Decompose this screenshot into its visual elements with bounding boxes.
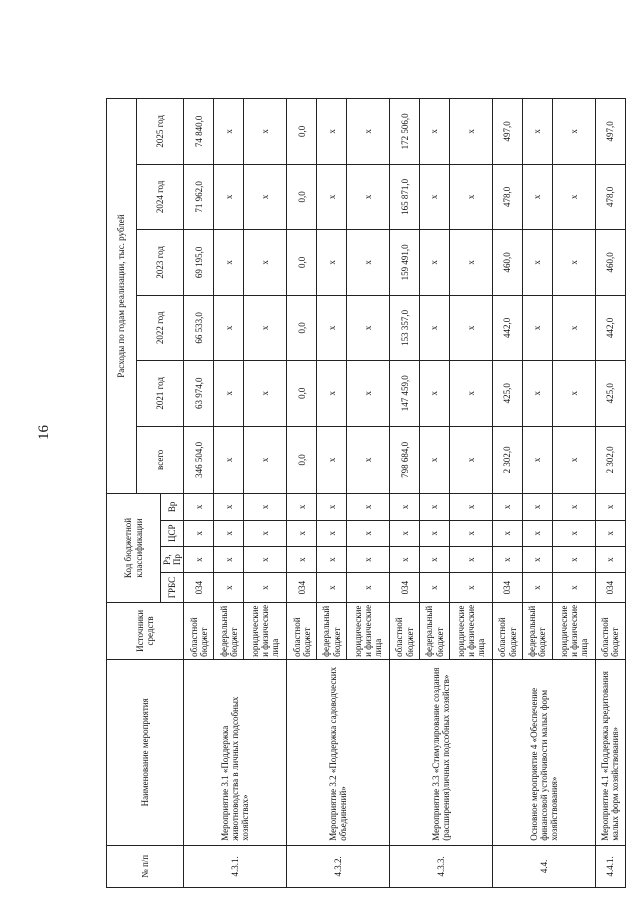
expense-cell: x bbox=[244, 361, 287, 426]
expense-cell: 2 302,0 bbox=[595, 426, 625, 494]
budget-code-cell: x bbox=[420, 573, 450, 603]
budget-code-cell: x bbox=[522, 494, 552, 520]
expense-cell: x bbox=[214, 361, 244, 426]
expense-cell: x bbox=[244, 295, 287, 360]
row-number: 4.3.1. bbox=[184, 845, 287, 887]
header-exp-2025: 2025 год bbox=[137, 99, 184, 165]
budget-code-cell: x bbox=[244, 546, 287, 572]
header-code-grbs: ГРБС bbox=[161, 573, 184, 603]
expense-cell: 460,0 bbox=[595, 230, 625, 295]
funding-source: юридические и физические лица bbox=[450, 602, 493, 659]
header-code-rzpr: Рз, Пр bbox=[161, 546, 184, 572]
header-exp-2021: 2021 год bbox=[137, 361, 184, 426]
budget-code-cell: x bbox=[317, 494, 347, 520]
budget-code-cell: x bbox=[522, 573, 552, 603]
expense-cell: x bbox=[552, 295, 595, 360]
budget-code-cell: x bbox=[214, 494, 244, 520]
table-header bbox=[107, 99, 184, 888]
header-exp-2023: 2023 год bbox=[137, 230, 184, 295]
row-number: 4.4.1. bbox=[595, 845, 625, 887]
expense-cell: 0,0 bbox=[287, 361, 317, 426]
header-name: Наименование мероприятия bbox=[107, 659, 184, 845]
budget-code-cell: x bbox=[522, 520, 552, 546]
expense-cell: x bbox=[244, 99, 287, 165]
expense-cell: 346 504,0 bbox=[184, 426, 214, 494]
budget-code-cell: x bbox=[450, 494, 493, 520]
expense-cell: x bbox=[552, 426, 595, 494]
expense-cell: x bbox=[317, 99, 347, 165]
expense-cell: x bbox=[347, 361, 390, 426]
expense-cell: 0,0 bbox=[287, 295, 317, 360]
table-row bbox=[493, 99, 523, 888]
expense-cell: 2 302,0 bbox=[493, 426, 523, 494]
budget-code-cell: x bbox=[347, 546, 390, 572]
expense-cell: 0,0 bbox=[287, 426, 317, 494]
header-source: Источники средств bbox=[107, 602, 184, 659]
expense-cell: x bbox=[347, 426, 390, 494]
expense-cell: 74 840,0 bbox=[184, 99, 214, 165]
activity-name: Основное мероприятие 4 «Обеспечение финансовой устойчивости малых форм хозяйствования» bbox=[493, 659, 596, 845]
expense-cell: x bbox=[522, 426, 552, 494]
expense-cell: x bbox=[244, 164, 287, 229]
budget-code-cell: x bbox=[493, 546, 523, 572]
expense-cell: x bbox=[420, 295, 450, 360]
expense-cell: 172 506,0 bbox=[390, 99, 420, 165]
budget-code-cell: x bbox=[244, 494, 287, 520]
expense-cell: x bbox=[420, 361, 450, 426]
table-row bbox=[287, 99, 317, 888]
expense-cell: x bbox=[552, 99, 595, 165]
expense-cell: x bbox=[214, 230, 244, 295]
expense-cell: 159 491,0 bbox=[390, 230, 420, 295]
expense-cell: 798 684,0 bbox=[390, 426, 420, 494]
funding-source: областной бюджет bbox=[493, 602, 523, 659]
expense-cell: 425,0 bbox=[595, 361, 625, 426]
funding-source: областной бюджет bbox=[184, 602, 214, 659]
expense-cell: x bbox=[450, 361, 493, 426]
budget-code-cell: x bbox=[347, 520, 390, 546]
expense-cell: x bbox=[522, 164, 552, 229]
budget-table bbox=[106, 98, 626, 888]
expense-cell: 165 871,0 bbox=[390, 164, 420, 229]
budget-code-cell: x bbox=[214, 573, 244, 603]
expense-cell: 0,0 bbox=[287, 99, 317, 165]
budget-code-cell: x bbox=[287, 494, 317, 520]
budget-code-cell: x bbox=[317, 520, 347, 546]
expense-cell: x bbox=[522, 361, 552, 426]
expense-cell: 442,0 bbox=[595, 295, 625, 360]
expense-cell: x bbox=[317, 295, 347, 360]
table-row bbox=[595, 99, 625, 888]
funding-source: федеральный бюджет bbox=[420, 602, 450, 659]
row-number: 4.3.3. bbox=[390, 845, 493, 887]
header-code-vr: Вр bbox=[161, 494, 184, 520]
budget-code-cell: x bbox=[214, 520, 244, 546]
expense-cell: 0,0 bbox=[287, 164, 317, 229]
expense-cell: 71 962,0 bbox=[184, 164, 214, 229]
expense-cell: 66 533,0 bbox=[184, 295, 214, 360]
budget-code-cell: x bbox=[214, 546, 244, 572]
budget-code-cell: x bbox=[522, 546, 552, 572]
header-code-csr: ЦСР bbox=[161, 520, 184, 546]
expense-cell: 478,0 bbox=[493, 164, 523, 229]
expense-cell: x bbox=[450, 426, 493, 494]
budget-code-cell: x bbox=[595, 546, 625, 572]
expense-cell: x bbox=[347, 164, 390, 229]
table-body bbox=[184, 99, 626, 888]
activity-name: Мероприятие 4.1 «Поддержка кредитования малых форм хозяйствования» bbox=[595, 659, 625, 845]
budget-code-cell: x bbox=[493, 494, 523, 520]
funding-source: федеральный бюджет bbox=[214, 602, 244, 659]
expense-cell: 63 974,0 bbox=[184, 361, 214, 426]
expense-cell: x bbox=[317, 426, 347, 494]
budget-code-cell: x bbox=[552, 546, 595, 572]
expense-cell: x bbox=[214, 164, 244, 229]
budget-code-cell: 034 bbox=[287, 573, 317, 603]
funding-source: федеральный бюджет bbox=[522, 602, 552, 659]
expense-cell: 153 357,0 bbox=[390, 295, 420, 360]
expense-cell: 497,0 bbox=[595, 99, 625, 165]
row-number: 4.4. bbox=[493, 845, 596, 887]
table-row bbox=[390, 99, 420, 888]
budget-code-cell: 034 bbox=[595, 573, 625, 603]
funding-source: областной бюджет bbox=[595, 602, 625, 659]
expense-cell: x bbox=[450, 230, 493, 295]
expense-cell: x bbox=[347, 295, 390, 360]
expense-cell: x bbox=[214, 295, 244, 360]
rotated-table-wrapper bbox=[106, 98, 626, 888]
header-exp-2024: 2024 год bbox=[137, 164, 184, 229]
budget-code-cell: x bbox=[595, 520, 625, 546]
expense-cell: x bbox=[552, 361, 595, 426]
expense-cell: 497,0 bbox=[493, 99, 523, 165]
expense-cell: x bbox=[522, 295, 552, 360]
expense-cell: x bbox=[522, 230, 552, 295]
header-budget-code: Код бюджетной классификации bbox=[107, 494, 161, 603]
activity-name: Мероприятие 3.3 «Стимулирование создания (расширения)личных подсобных хозяйств» bbox=[390, 659, 493, 845]
budget-code-cell: x bbox=[552, 494, 595, 520]
activity-name: Мероприятие 3.2 «Поддержка садоводческих объединений» bbox=[287, 659, 390, 845]
budget-code-cell: x bbox=[244, 573, 287, 603]
budget-code-cell: x bbox=[450, 520, 493, 546]
budget-code-cell: x bbox=[420, 494, 450, 520]
expense-cell: x bbox=[552, 164, 595, 229]
budget-code-cell: x bbox=[595, 494, 625, 520]
budget-code-cell: x bbox=[287, 546, 317, 572]
funding-source: федеральный бюджет bbox=[317, 602, 347, 659]
funding-source: юридические и физические лица bbox=[552, 602, 595, 659]
header-expenses: Расходы по годам реализации, тыс. рублей bbox=[107, 99, 137, 494]
expense-cell: x bbox=[420, 426, 450, 494]
budget-code-cell: x bbox=[493, 520, 523, 546]
expense-cell: 0,0 bbox=[287, 230, 317, 295]
budget-code-cell: x bbox=[450, 546, 493, 572]
funding-source: юридические и физические лица bbox=[244, 602, 287, 659]
expense-cell: x bbox=[347, 99, 390, 165]
funding-source: областной бюджет bbox=[390, 602, 420, 659]
budget-code-cell: x bbox=[420, 546, 450, 572]
budget-code-cell: x bbox=[552, 573, 595, 603]
table-row bbox=[184, 99, 214, 888]
budget-code-cell: x bbox=[390, 520, 420, 546]
expense-cell: x bbox=[244, 230, 287, 295]
header-exp-total: всего bbox=[137, 426, 184, 494]
header-no: № п/п bbox=[107, 845, 184, 887]
budget-code-cell: x bbox=[184, 494, 214, 520]
activity-name: Мероприятие 3.1 «Поддержка животноводства в личных подсобных хозяйствах» bbox=[184, 659, 287, 845]
budget-code-cell: x bbox=[317, 573, 347, 603]
budget-code-cell: x bbox=[347, 494, 390, 520]
budget-code-cell: 034 bbox=[184, 573, 214, 603]
budget-code-cell: x bbox=[287, 520, 317, 546]
row-number: 4.3.2. bbox=[287, 845, 390, 887]
budget-code-cell: 034 bbox=[390, 573, 420, 603]
expense-cell: x bbox=[214, 99, 244, 165]
budget-code-cell: x bbox=[390, 546, 420, 572]
expense-cell: 69 195,0 bbox=[184, 230, 214, 295]
header-exp-2022: 2022 год bbox=[137, 295, 184, 360]
budget-code-cell: x bbox=[184, 546, 214, 572]
funding-source: областной бюджет bbox=[287, 602, 317, 659]
expense-cell: x bbox=[522, 99, 552, 165]
expense-cell: x bbox=[450, 164, 493, 229]
expense-cell: x bbox=[317, 164, 347, 229]
expense-cell: x bbox=[317, 361, 347, 426]
budget-code-cell: x bbox=[450, 573, 493, 603]
expense-cell: x bbox=[347, 230, 390, 295]
expense-cell: x bbox=[244, 426, 287, 494]
budget-code-cell: x bbox=[244, 520, 287, 546]
budget-code-cell: x bbox=[347, 573, 390, 603]
expense-cell: x bbox=[317, 230, 347, 295]
expense-cell: x bbox=[420, 230, 450, 295]
expense-cell: x bbox=[450, 99, 493, 165]
budget-code-cell: x bbox=[390, 494, 420, 520]
budget-code-cell: x bbox=[552, 520, 595, 546]
expense-cell: x bbox=[420, 164, 450, 229]
expense-cell: 460,0 bbox=[493, 230, 523, 295]
expense-cell: x bbox=[214, 426, 244, 494]
expense-cell: 147 459,0 bbox=[390, 361, 420, 426]
expense-cell: x bbox=[552, 230, 595, 295]
expense-cell: 442,0 bbox=[493, 295, 523, 360]
expense-cell: x bbox=[450, 295, 493, 360]
funding-source: юридические и физические лица bbox=[347, 602, 390, 659]
expense-cell: x bbox=[420, 99, 450, 165]
expense-cell: 478,0 bbox=[595, 164, 625, 229]
page-number: 16 bbox=[36, 425, 52, 440]
expense-cell: 425,0 bbox=[493, 361, 523, 426]
budget-code-cell: x bbox=[420, 520, 450, 546]
budget-code-cell: x bbox=[184, 520, 214, 546]
budget-code-cell: x bbox=[317, 546, 347, 572]
budget-code-cell: 034 bbox=[493, 573, 523, 603]
